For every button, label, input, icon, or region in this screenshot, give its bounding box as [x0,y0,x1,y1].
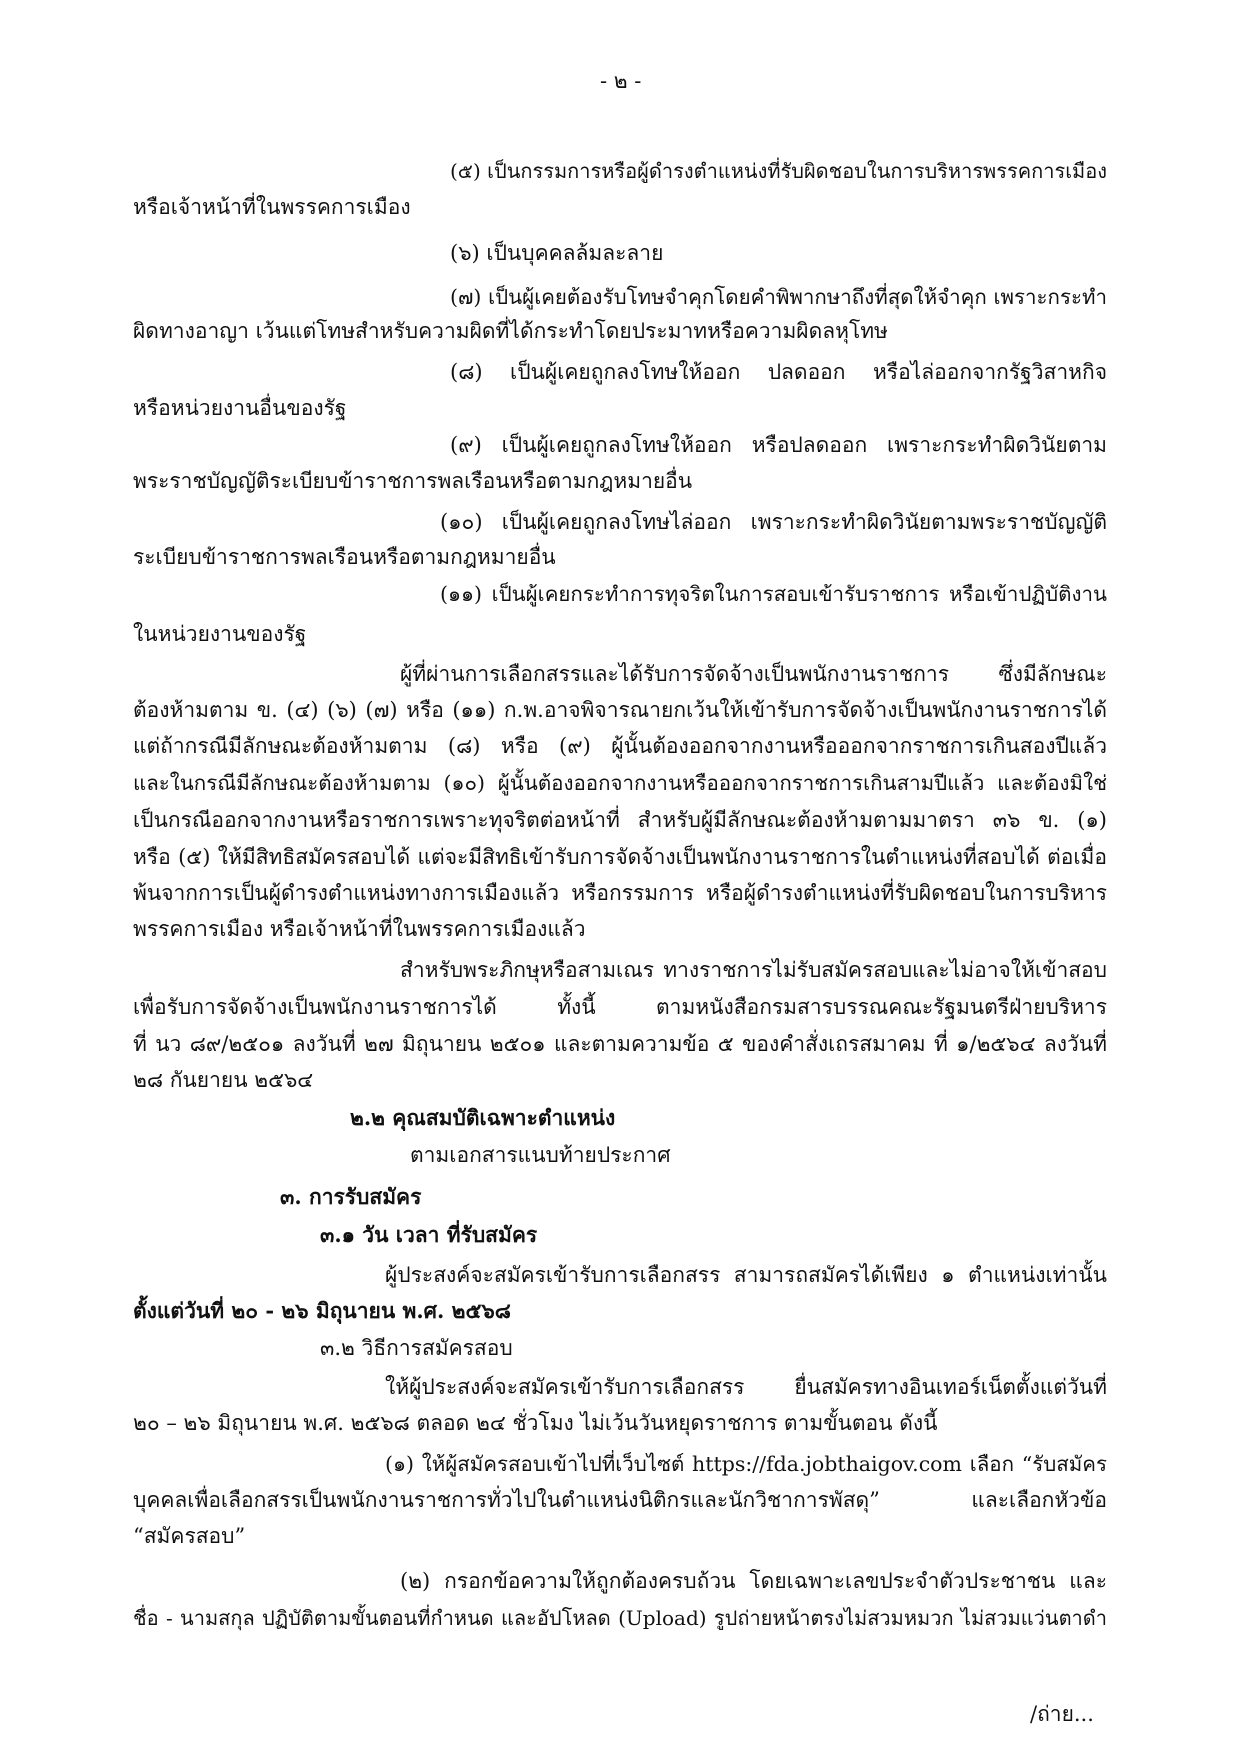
step1-line: บุคคลเพื่อเลือกสรรเป็นพนักงานราชการทั่วไปในตำแหน่งนิติกรและนักวิชาการพัสดุ” และเลือกหัวข้อ [133,1488,1107,1512]
monk-para-line: เพื่อรับการจัดจ้างเป็นพนักงานราชการได้ ทั้งนี้ ตามหนังสือกรมสารบรรณคณะรัฐมนตรีฝ่ายบริหาร [133,995,1107,1019]
page-number: - ๒ - [600,69,642,93]
item11-line: ในหน่วยงานของรัฐ [133,622,307,646]
item10-line: (๑๐) เป็นผู้เคยถูกลงโทษไล่ออก เพราะกระทำผิดวินัยตามพระราชบัญญัติ [440,510,1107,534]
item5-line: หรือเจ้าหน้าที่ในพรรคการเมือง [133,195,411,219]
sec31-date-line: ตั้งแต่วันที่ ๒๐ - ๒๖ มิถุนายน พ.ศ. ๒๕๖๘ [133,1298,511,1323]
exception-para-line: พรรคการเมือง หรือเจ้าหน้าที่ในพรรคการเมืองแล้ว [133,917,586,941]
sec3-heading-line: ๓. การรับสมัคร [280,1184,422,1209]
sec32-heading-line: ๓.๒ วิธีการสมัครสอบ [320,1336,513,1360]
monk-para-line: สำหรับพระภิกษุหรือสามเณร ทางราชการไม่รับสมัครสอบและไม่อาจให้เข้าสอบ [400,958,1107,982]
item6-line: (๖) เป็นบุคคลล้มละลาย [450,241,664,265]
step1-line: “สมัครสอบ” [133,1524,246,1548]
item8-line: หรือหน่วยงานอื่นของรัฐ [133,396,347,420]
item11-line: (๑๑) เป็นผู้เคยกระทำการทุจริตในการสอบเข้ารับราชการ หรือเข้าปฏิบัติงาน [440,582,1107,606]
step2-line: ชื่อ - นามสกุล ปฏิบัติตามขั้นตอนที่กำหนด และอัปโหลด (Upload) รูปถ่ายหน้าตรงไม่สวมหมวก ไม่สวมแว่นตาดำ [133,1606,1107,1630]
item5-line: (๕) เป็นกรรมการหรือผู้ดำรงตำแหน่งที่รับผิดชอบในการบริหารพรรคการเมือง [450,159,1107,183]
sec22-text-line: ตามเอกสารแนบท้ายประกาศ [410,1143,671,1167]
item7-line: (๗) เป็นผู้เคยต้องรับโทษจำคุกโดยคำพิพากษาถึงที่สุดให้จำคุก เพราะกระทำ [450,285,1107,309]
monk-para-line: ที่ นว ๘๙/๒๕๐๑ ลงวันที่ ๒๗ มิถุนายน ๒๕๐๑ และตามความข้อ ๕ ของคำสั่งเถรสมาคม ที่ ๑/๒๕๖๔ ลงวันที่ [133,1032,1107,1056]
step2-line: (๒) กรอกข้อความให้ถูกต้องครบถ้วน โดยเฉพาะเลขประจำตัวประชาชน และ [400,1569,1107,1593]
item8-line: (๘) เป็นผู้เคยถูกลงโทษให้ออก ปลดออก หรือไล่ออกจากรัฐวิสาหกิจ [450,360,1107,384]
sec31-heading-line: ๓.๑ วัน เวลา ที่รับสมัคร [320,1222,538,1247]
item7-line: ผิดทางอาญา เว้นแต่โทษสำหรับความผิดที่ได้กระทำโดยประมาทหรือความผิดลหุโทษ [133,319,888,343]
exception-para-line: ผู้ที่ผ่านการเลือกสรรและได้รับการจัดจ้างเป็นพนักงานราชการ ซึ่งมีลักษณะ [400,662,1107,686]
sec31-text-line: ผู้ประสงค์จะสมัครเข้ารับการเลือกสรร สามารถสมัครได้เพียง ๑ ตำแหน่งเท่านั้น [385,1263,1107,1287]
monk-para-line: ๒๘ กันยายน ๒๕๖๔ [133,1068,314,1092]
item9-line: พระราชบัญญัติระเบียบข้าราชการพลเรือนหรือตามกฎหมายอื่น [133,469,693,493]
step1-line: (๑) ให้ผู้สมัครสอบเข้าไปที่เว็บไซต์ https://fda.jobthaigov.com เลือก “รับสมัคร [385,1452,1107,1476]
exception-para-line: แต่ถ้ากรณีมีลักษณะต้องห้ามตาม (๘) หรือ (๙) ผู้นั้นต้องออกจากงานหรือออกจากราชการเกินสองปีแล้ว [133,734,1107,758]
item9-line: (๙) เป็นผู้เคยถูกลงโทษให้ออก หรือปลดออก เพราะกระทำผิดวินัยตาม [450,433,1107,457]
exception-para-line: เป็นกรณีออกจากงานหรือราชการเพราะทุจริตต่อหน้าที่ สำหรับผู้มีลักษณะต้องห้ามตามมาตรา ๓๖ ข. (๑) [133,808,1107,832]
exception-para-line: และในกรณีมีลักษณะต้องห้ามตาม (๑๐) ผู้นั้นต้องออกจากงานหรือออกจากราชการเกินสามปีแล้ว และต้องมิใช่ [133,771,1107,795]
continuation-marker: /ถ่าย... [1030,1702,1094,1726]
sec32-text-line: ให้ผู้ประสงค์จะสมัครเข้ารับการเลือกสรร ยื่นสมัครทางอินเทอร์เน็ตตั้งแต่วันที่ [385,1375,1107,1399]
item10-line: ระเบียบข้าราชการพลเรือนหรือตามกฎหมายอื่น [133,545,556,569]
sec22-heading-line: ๒.๒ คุณสมบัติเฉพาะตำแหน่ง [350,1105,616,1130]
exception-para-line: ต้องห้ามตาม ข. (๔) (๖) (๗) หรือ (๑๑) ก.พ.อาจพิจารณายกเว้นให้เข้ารับการจัดจ้างเป็นพนักงานราชการได้ [133,698,1107,722]
sec32-text-line: ๒๐ – ๒๖ มิถุนายน พ.ศ. ๒๕๖๘ ตลอด ๒๔ ชั่วโมง ไม่เว้นวันหยุดราชการ ตามขั้นตอน ดังนี้ [133,1411,938,1435]
exception-para-line: พ้นจากการเป็นผู้ดำรงตำแหน่งทางการเมืองแล้ว หรือกรรมการ หรือผู้ดำรงตำแหน่งที่รับผิดชอบในการบริหาร [133,881,1107,905]
exception-para-line: หรือ (๕) ให้มีสิทธิสมัครสอบได้ แต่จะมีสิทธิเข้ารับการจัดจ้างเป็นพนักงานราชการในตำแหน่งที่สอบได้ ต่อเมื่อ [133,845,1107,869]
